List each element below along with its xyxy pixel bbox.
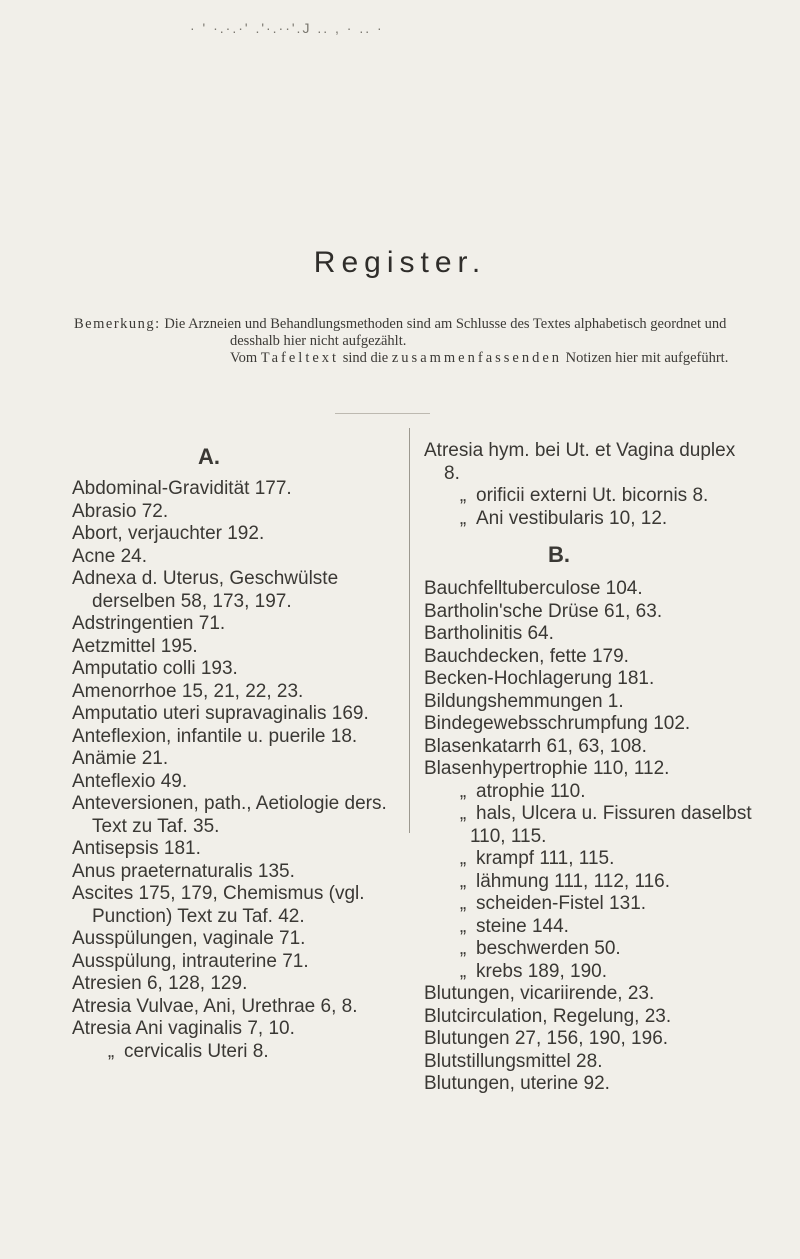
- note-line-1: Die Arzneien und Behandlungsmethoden sind am Schlusse des Textes alphabetisch geordnet und desshalb hier nicht aufgezählt.: [164, 316, 727, 349]
- index-entry: Atresien 6, 128, 129.: [72, 973, 248, 994]
- index-entry: Blutcirculation, Regelung, 23.: [424, 1005, 672, 1027]
- index-sub-entry-text: krampf 111, 115.: [476, 848, 615, 869]
- page-title: Register.: [313, 246, 487, 279]
- index-sub-entry-text: beschwerden 50.: [476, 938, 621, 959]
- note-line-2-spaced-1: Tafeltext: [260, 350, 340, 366]
- note-paragraph-2: [74, 350, 744, 367]
- index-entry: Atresia Ani vaginalis 7, 10.: [72, 1018, 295, 1039]
- index-entry: Bartholin'sche Drüse 61, 63.: [424, 600, 663, 622]
- note-line-2-prefix: Vom: [230, 350, 258, 366]
- index-sub-entry: [424, 508, 754, 531]
- index-entry: Ascites 175, 179, Chemismus (vgl. Punction) Text zu Taf. 42.: [72, 883, 365, 927]
- index-sub-entry: [424, 893, 754, 916]
- index-entry: Adnexa d. Uterus, Geschwülste derselben 58, 173, 197.: [72, 568, 339, 612]
- section-a-continued-entries: [424, 440, 754, 485]
- note-label: Bemerkung:: [74, 316, 161, 332]
- index-entry: Bauchfelltuberculose 104.: [424, 578, 643, 599]
- index-sub-entry-text: hals, Ulcera u. Fissuren daselbst 110, 115.: [470, 803, 752, 847]
- index-sub-entry: [424, 938, 754, 961]
- index-sub-entry-text: krebs 189, 190.: [476, 960, 607, 982]
- ditto-mark: „: [459, 893, 467, 914]
- index-sub-entry: [424, 916, 754, 939]
- section-a-continued-sub-entries: [424, 485, 754, 530]
- index-entry: Anämie 21.: [72, 748, 169, 769]
- index-entry: Acne 24.: [72, 545, 147, 567]
- index-sub-entry-text: atrophie 110.: [476, 780, 586, 802]
- ditto-mark: „: [107, 1040, 115, 1062]
- ditto-mark: „: [459, 485, 467, 506]
- ditto-mark: „: [459, 960, 467, 982]
- index-entry: Blutungen, vicariirende, 23.: [424, 983, 655, 1004]
- index-sub-entry-text: cervicalis Uteri 8.: [124, 1040, 269, 1062]
- index-sub-entry: [424, 781, 754, 804]
- header-marks: · ' ·.·.·' .'·.··'.J .. , · .. ·: [190, 20, 384, 36]
- index-entry: Ausspülung, intrauterine 71.: [72, 950, 309, 972]
- section-b-sub-entries: [424, 781, 754, 984]
- index-sub-entry: [424, 803, 754, 848]
- index-entry: Bildungshemmungen 1.: [424, 690, 624, 712]
- section-a-sub-entries: [72, 1041, 392, 1064]
- note-block: [74, 316, 744, 367]
- index-entry: Aetzmittel 195.: [72, 635, 198, 657]
- index-entry: Blutungen 27, 156, 190, 196.: [424, 1028, 669, 1049]
- index-sub-entry-text: orificii externi Ut. bicornis 8.: [476, 485, 709, 506]
- index-sub-entry: [72, 1041, 392, 1064]
- column-divider: [409, 428, 410, 833]
- index-sub-entry: [424, 848, 754, 871]
- index-entry: Blutstillungsmittel 28.: [424, 1050, 603, 1072]
- index-entry: Ausspülungen, vaginale 71.: [72, 928, 306, 949]
- right-column: [424, 440, 754, 1096]
- ditto-mark: „: [459, 915, 467, 937]
- index-sub-entry: [424, 485, 754, 508]
- note-line-2-mid: sind die: [342, 350, 389, 366]
- index-entry: Bauchdecken, fette 179.: [424, 645, 629, 667]
- index-entry: Anus praeternaturalis 135.: [72, 860, 295, 882]
- index-entry: Anteflexio 49.: [72, 770, 188, 792]
- separator-rule: [335, 413, 430, 414]
- note-paragraph-1: [74, 316, 744, 350]
- left-column: [72, 440, 392, 1063]
- index-entry: Bindegewebsschrumpfung 102.: [424, 713, 691, 734]
- ditto-mark: „: [459, 938, 467, 959]
- note-line-2-suffix: Notizen hier mit aufgeführt.: [565, 350, 729, 366]
- index-entry: Becken-Hochlagerung 181.: [424, 668, 655, 689]
- section-b-entries: [424, 578, 754, 781]
- index-sub-entry-text: Ani vestibularis 10, 12.: [476, 507, 668, 529]
- section-a-entries: [72, 478, 392, 1041]
- ditto-mark: „: [459, 803, 467, 824]
- index-entry: Anteflexion, infantile u. puerile 18.: [72, 725, 358, 747]
- index-entry: Atresia Vulvae, Ani, Urethrae 6, 8.: [72, 995, 358, 1017]
- index-sub-entry-text: lähmung 111, 112, 116.: [476, 870, 671, 892]
- ditto-mark: „: [459, 870, 467, 892]
- index-entry: Adstringentien 71.: [72, 613, 226, 634]
- index-entry: Antisepsis 181.: [72, 838, 201, 859]
- index-entry: Blasenhypertrophie 110, 112.: [424, 758, 670, 779]
- index-entry: Atresia hym. bei Ut. et Vagina duplex 8.: [424, 440, 736, 484]
- index-entry: Abort, verjauchter 192.: [72, 523, 265, 544]
- section-letter-b: B.: [548, 542, 570, 567]
- index-sub-entry: [424, 961, 754, 984]
- index-entry: Anteversionen, path., Aetiologie ders. Text zu Taf. 35.: [72, 793, 387, 837]
- note-line-2-spaced-2: zusammenfassenden: [391, 350, 563, 366]
- index-entry: Bartholinitis 64.: [424, 623, 554, 644]
- ditto-mark: „: [459, 848, 467, 869]
- index-entry: Blutungen, uterine 92.: [424, 1073, 610, 1094]
- index-entry: Amputatio colli 193.: [72, 658, 238, 679]
- index-sub-entry: [424, 871, 754, 894]
- section-b-entries-bottom: [424, 983, 754, 1096]
- index-entry: Abdominal-Gravidität 177.: [72, 478, 292, 499]
- section-letter-a: A.: [198, 444, 220, 469]
- index-sub-entry-text: scheiden-Fistel 131.: [476, 893, 647, 914]
- index-entry: Amenorrhoe 15, 21, 22, 23.: [72, 680, 304, 702]
- ditto-mark: „: [459, 780, 467, 802]
- index-entry: Blasenkatarrh 61, 63, 108.: [424, 735, 647, 757]
- index-entry: Abrasio 72.: [72, 500, 169, 522]
- index-entry: Amputatio uteri supravaginalis 169.: [72, 703, 369, 724]
- ditto-mark: „: [459, 507, 467, 529]
- index-sub-entry-text: steine 144.: [476, 915, 569, 937]
